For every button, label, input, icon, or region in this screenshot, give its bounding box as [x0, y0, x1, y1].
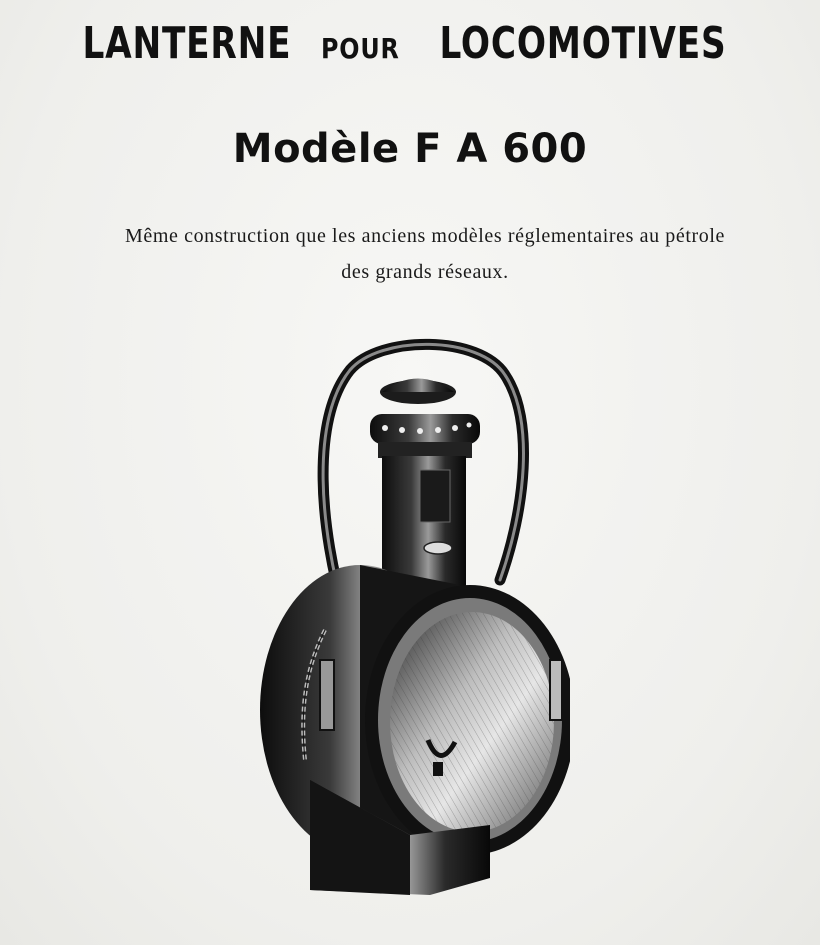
model-heading: Modèle F A 600 [232, 126, 588, 172]
description-line-1: Même construction que les anciens modèles réglementaires au pétrole [125, 225, 725, 247]
description [40, 218, 810, 290]
page-title [0, 18, 820, 69]
lantern-illustration [250, 330, 570, 900]
title-word-pour: POUR [320, 32, 400, 65]
nameplate-icon [424, 542, 452, 554]
description-line-2: des grands réseaux. [341, 261, 509, 283]
title-word-lanterne: LANTERNE [82, 18, 292, 69]
title-word-locomotives: LOCOMOTIVES [439, 18, 727, 69]
